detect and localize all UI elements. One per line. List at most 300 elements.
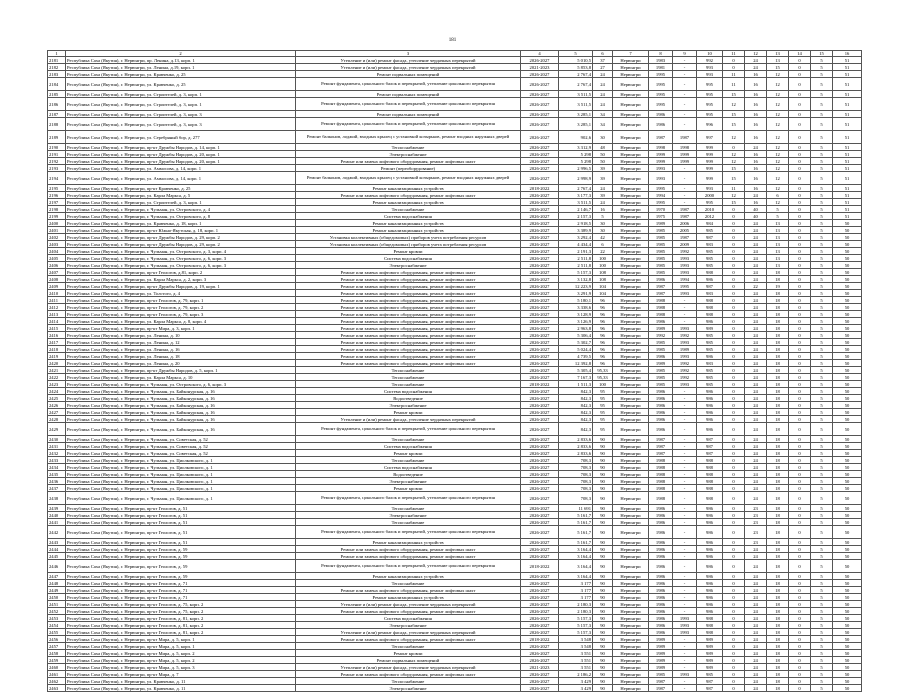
- col16-cell: 50: [833, 339, 862, 346]
- col13-cell: 18: [767, 615, 789, 622]
- col14-cell: 0: [789, 318, 811, 325]
- floors-cell: 0: [723, 457, 745, 464]
- municipality-cell: Нерюнгри: [613, 492, 649, 505]
- row-number: 2405: [48, 255, 66, 262]
- cost-cell: 3 548: [559, 636, 593, 643]
- floors-cell: 11: [723, 185, 745, 192]
- year-overhaul-cell: 1992: [673, 332, 697, 339]
- cost-cell: 5 161,7: [559, 519, 593, 526]
- year-built-cell: 1989: [649, 657, 673, 664]
- address-cell: Республика Саха (Якутия), г. Нерюнгри, пр-кт Дружбы Народов, д. 19, корп. 1: [66, 283, 296, 290]
- col12-cell: 16: [745, 165, 767, 172]
- year-built-cell: 1985: [649, 339, 673, 346]
- year-built-cell: 1998: [649, 144, 673, 151]
- municipality-cell: Нерюнгри: [613, 71, 649, 78]
- col16-cell: 50: [833, 526, 862, 539]
- period-cell: 2026-2027: [521, 269, 559, 276]
- year-cell: 983: [697, 290, 723, 297]
- year-built-cell: 1988: [649, 304, 673, 311]
- period-cell: 2026-2027: [521, 78, 559, 91]
- col13-cell: 18: [767, 381, 789, 388]
- col14-cell: 0: [789, 685, 811, 692]
- cost-cell: 3 312,9: [559, 144, 593, 151]
- wear-cell: 24: [593, 199, 613, 206]
- col14-cell: 0: [789, 395, 811, 402]
- year-cell: 2010: [697, 206, 723, 213]
- col16-cell: 50: [833, 367, 862, 374]
- year-cell: 986: [697, 594, 723, 601]
- year-built-cell: 1988: [649, 457, 673, 464]
- year-overhaul-cell: -: [673, 464, 697, 471]
- col12-cell: 24: [745, 374, 767, 381]
- col16-cell: 50: [833, 664, 862, 671]
- floors-cell: 0: [723, 423, 745, 436]
- table-row: [48, 388, 862, 395]
- municipality-cell: Нерюнгри: [613, 165, 649, 172]
- col14-cell: 0: [789, 409, 811, 416]
- col16-cell: 51: [833, 192, 862, 199]
- cost-cell: 3 292,4: [559, 234, 593, 241]
- col14-cell: 0: [789, 220, 811, 227]
- year-overhaul-cell: 1995: [673, 283, 697, 290]
- row-number: 2192: [48, 158, 66, 165]
- work-type-cell: Ремонт или замена лифтового оборудования, ремонт лифтовых шахт: [296, 311, 521, 318]
- year-cell: 987: [697, 436, 723, 443]
- year-overhaul-cell: -: [673, 423, 697, 436]
- year-built-cell: 1985: [649, 346, 673, 353]
- period-cell: 2026-2027: [521, 395, 559, 402]
- col14-cell: 0: [789, 64, 811, 71]
- address-cell: Республика Саха (Якутия), г. Нерюнгри, пр. Ленина, д.13, корп. 1: [66, 57, 296, 64]
- row-number: 2456: [48, 636, 66, 643]
- row-number: 2402: [48, 234, 66, 241]
- table-row: [48, 311, 862, 318]
- year-built-cell: 1987: [649, 685, 673, 692]
- row-number: 2449: [48, 587, 66, 594]
- year-built-cell: 1988: [649, 311, 673, 318]
- col13-cell: 18: [767, 346, 789, 353]
- floors-cell: 15: [723, 165, 745, 172]
- wear-cell: 104: [593, 290, 613, 297]
- cost-cell: 3 511,5: [559, 91, 593, 98]
- row-number: 2193: [48, 165, 66, 172]
- year-overhaul-cell: 1987: [673, 234, 697, 241]
- year-built-cell: 1986: [649, 118, 673, 131]
- row-number: 2429: [48, 423, 66, 436]
- col16-cell: 50: [833, 381, 862, 388]
- col12-cell: 24: [745, 573, 767, 580]
- col12-cell: 24: [745, 443, 767, 450]
- municipality-cell: Нерюнгри: [613, 671, 649, 678]
- year-cell: 986: [697, 587, 723, 594]
- col12-cell: 24: [745, 580, 767, 587]
- floors-cell: 0: [723, 608, 745, 615]
- wear-cell: 22: [593, 248, 613, 255]
- table-row: [48, 580, 862, 587]
- cost-cell: 3 551: [559, 650, 593, 657]
- period-cell: 2026-2027: [521, 304, 559, 311]
- wear-cell: 95: [593, 423, 613, 436]
- address-cell: Республика Саха (Якутия), г. Нерюнгри, пр-кт Геологов, д. 79, корп. 3: [66, 311, 296, 318]
- address-cell: Республика Саха (Якутия), г. Нерюнгри, ул. Кравченко, д. 25: [66, 78, 296, 91]
- year-cell: 993: [697, 185, 723, 192]
- address-cell: Республика Саха (Якутия), г. Нерюнгри, ул. Ленина, д.19, корп. 1: [66, 64, 296, 71]
- table-row: [48, 360, 862, 367]
- col13-cell: 13: [767, 241, 789, 248]
- col14-cell: 0: [789, 436, 811, 443]
- col12-cell: 24: [745, 685, 767, 692]
- col14-cell: 0: [789, 601, 811, 608]
- cost-cell: 2 146,7: [559, 206, 593, 213]
- col12-cell: 24: [745, 650, 767, 657]
- col16-cell: 50: [833, 360, 862, 367]
- col16-cell: 50: [833, 234, 862, 241]
- col15-cell: 5: [811, 381, 833, 388]
- floors-cell: 0: [723, 560, 745, 573]
- table-row: [48, 573, 862, 580]
- cost-cell: 2 186,2: [559, 671, 593, 678]
- wear-cell: 96: [593, 346, 613, 353]
- cost-cell: 12 223,9: [559, 283, 593, 290]
- col13-cell: 18: [767, 685, 789, 692]
- municipality-cell: Нерюнгри: [613, 227, 649, 234]
- row-number: 2430: [48, 436, 66, 443]
- year-cell: 987: [697, 234, 723, 241]
- cost-cell: 2 996,5: [559, 165, 593, 172]
- year-built-cell: 1975: [649, 213, 673, 220]
- table-row: [48, 199, 862, 206]
- cost-cell: 5 305,4: [559, 367, 593, 374]
- col14-cell: 0: [789, 78, 811, 91]
- year-built-cell: 1985: [649, 262, 673, 269]
- col13-cell: 18: [767, 546, 789, 553]
- col14-cell: 0: [789, 206, 811, 213]
- row-number: 2400: [48, 220, 66, 227]
- municipality-cell: Нерюнгри: [613, 512, 649, 519]
- year-overhaul-cell: 1999: [673, 158, 697, 165]
- col12-cell: 24: [745, 546, 767, 553]
- col15-cell: 5: [811, 71, 833, 78]
- floors-cell: 0: [723, 678, 745, 685]
- col13-cell: 12: [767, 185, 789, 192]
- municipality-cell: Нерюнгри: [613, 158, 649, 165]
- col14-cell: 0: [789, 608, 811, 615]
- col12-cell: 24: [745, 615, 767, 622]
- address-cell: Республика Саха (Якутия), г. Нерюнгри, пр-кт Геологов, д. 79, корп. 2: [66, 304, 296, 311]
- col16-cell: 50: [833, 423, 862, 436]
- table-row: [48, 436, 862, 443]
- col12-cell: 24: [745, 290, 767, 297]
- address-cell: Республика Саха (Якутия), г. Нерюнгри, пр-кт Мира, д. 5, корп. 3: [66, 664, 296, 671]
- year-built-cell: 1987: [649, 450, 673, 457]
- col14-cell: 0: [789, 118, 811, 131]
- col12-cell: 23: [745, 526, 767, 539]
- year-overhaul-cell: 1994: [673, 276, 697, 283]
- cost-cell: 5 298: [559, 158, 593, 165]
- floors-cell: 0: [723, 213, 745, 220]
- col15-cell: 5: [811, 664, 833, 671]
- year-cell: 988: [697, 269, 723, 276]
- year-overhaul-cell: -: [673, 636, 697, 643]
- row-number: 2458: [48, 650, 66, 657]
- year-built-cell: 1986: [649, 276, 673, 283]
- year-overhaul-cell: 1993: [673, 269, 697, 276]
- work-type-cell: Электроснабжение: [296, 478, 521, 485]
- year-cell: 989: [697, 650, 723, 657]
- table-row: [48, 234, 862, 241]
- col12-cell: 24: [745, 269, 767, 276]
- municipality-cell: Нерюнгри: [613, 374, 649, 381]
- col12-cell: 24: [745, 664, 767, 671]
- table-row: [48, 381, 862, 388]
- col12-cell: 24: [745, 353, 767, 360]
- year-overhaul-cell: -: [673, 311, 697, 318]
- col15-cell: 5: [811, 185, 833, 192]
- floors-cell: 0: [723, 325, 745, 332]
- col14-cell: 0: [789, 144, 811, 151]
- col14-cell: 0: [789, 304, 811, 311]
- col14-cell: 0: [789, 262, 811, 269]
- year-overhaul-cell: -: [673, 318, 697, 325]
- year-cell: 999: [697, 165, 723, 172]
- col14-cell: 0: [789, 290, 811, 297]
- wear-cell: 95,33: [593, 367, 613, 374]
- col14-cell: 0: [789, 615, 811, 622]
- col15-cell: 5: [811, 512, 833, 519]
- municipality-cell: Нерюнгри: [613, 131, 649, 144]
- year-cell: 985: [697, 227, 723, 234]
- address-cell: Республика Саха (Якутия), г. Нерюнгри, пр-кт Геологов, д. 71: [66, 580, 296, 587]
- year-overhaul-cell: -: [673, 546, 697, 553]
- col12-cell: 16: [745, 91, 767, 98]
- floors-cell: 0: [723, 512, 745, 519]
- col13-cell: 12: [767, 144, 789, 151]
- municipality-cell: Нерюнгри: [613, 78, 649, 91]
- year-overhaul-cell: -: [673, 650, 697, 657]
- year-overhaul-cell: -: [673, 172, 697, 185]
- col16-cell: 50: [833, 457, 862, 464]
- cost-cell: 2 180,3: [559, 608, 593, 615]
- floors-cell: 0: [723, 601, 745, 608]
- col13-cell: 18: [767, 416, 789, 423]
- cost-cell: 3 511,5: [559, 98, 593, 111]
- row-number: 2460: [48, 664, 66, 671]
- year-built-cell: 1986: [649, 580, 673, 587]
- cost-cell: 902,6: [559, 131, 593, 144]
- year-built-cell: 1992: [649, 332, 673, 339]
- col16-cell: 51: [833, 144, 862, 151]
- row-number: 2442: [48, 526, 66, 539]
- cost-cell: 5 024,4: [559, 346, 593, 353]
- col13-cell: 18: [767, 594, 789, 601]
- cost-cell: 3 177: [559, 587, 593, 594]
- municipality-cell: Нерюнгри: [613, 423, 649, 436]
- table-row: [48, 304, 862, 311]
- col15-cell: 5: [811, 402, 833, 409]
- year-cell: 989: [697, 643, 723, 650]
- col14-cell: 0: [789, 636, 811, 643]
- floors-cell: 0: [723, 304, 745, 311]
- year-overhaul-cell: -: [673, 388, 697, 395]
- cost-cell: 5 157,3: [559, 622, 593, 629]
- work-type-cell: Ремонт подвальных помещений: [296, 657, 521, 664]
- cost-cell: 2 833,6: [559, 436, 593, 443]
- period-cell: 2026-2027: [521, 615, 559, 622]
- col12-cell: 23: [745, 519, 767, 526]
- table-row: [48, 374, 862, 381]
- wear-cell: 96: [593, 360, 613, 367]
- year-cell: 987: [697, 443, 723, 450]
- cost-cell: 3 548: [559, 643, 593, 650]
- wear-cell: 90: [593, 519, 613, 526]
- table-row: [48, 519, 862, 526]
- year-built-cell: 1985: [649, 381, 673, 388]
- year-overhaul-cell: -: [673, 297, 697, 304]
- wear-cell: 16: [593, 206, 613, 213]
- year-overhaul-cell: 1993: [673, 262, 697, 269]
- col13-cell: 18: [767, 464, 789, 471]
- table-row: [48, 560, 862, 573]
- col14-cell: 0: [789, 165, 811, 172]
- floors-cell: 0: [723, 332, 745, 339]
- col16-cell: 50: [833, 512, 862, 519]
- year-overhaul-cell: 1993: [673, 325, 697, 332]
- col14-cell: 0: [789, 269, 811, 276]
- col12-cell: 24: [745, 436, 767, 443]
- wear-cell: 90: [593, 664, 613, 671]
- period-cell: 2026-2027: [521, 172, 559, 185]
- wear-cell: 96: [593, 353, 613, 360]
- municipality-cell: Нерюнгри: [613, 580, 649, 587]
- col13-cell: 18: [767, 512, 789, 519]
- municipality-cell: Нерюнгри: [613, 594, 649, 601]
- col15-cell: 5: [811, 165, 833, 172]
- col14-cell: 0: [789, 98, 811, 111]
- wear-cell: 90: [593, 450, 613, 457]
- table-body: [48, 57, 862, 692]
- work-type-cell: Утепление и (или) ремонт фасада, утепление чердачных перекрытий: [296, 416, 521, 423]
- col14-cell: 0: [789, 471, 811, 478]
- year-cell: 988: [697, 615, 723, 622]
- work-type-cell: Ремонт или замена лифтового оборудования, ремонт лифтовых шахт: [296, 346, 521, 353]
- address-cell: Республика Саха (Якутия), г. Нерюнгри, пр-кт Геологов, д. 51: [66, 526, 296, 539]
- table-row: [48, 318, 862, 325]
- year-built-cell: 1986: [649, 587, 673, 594]
- col13-cell: 18: [767, 629, 789, 636]
- municipality-cell: Нерюнгри: [613, 636, 649, 643]
- col14-cell: 0: [789, 457, 811, 464]
- work-type-cell: Ремонт или замена лифтового оборудования, ремонт лифтовых шахт: [296, 353, 521, 360]
- col12-cell: 24: [745, 457, 767, 464]
- col14-cell: 0: [789, 485, 811, 492]
- col16-cell: 51: [833, 78, 862, 91]
- wear-cell: 90: [593, 608, 613, 615]
- col13-cell: 18: [767, 269, 789, 276]
- row-number: 2414: [48, 318, 66, 325]
- col12-cell: 24: [745, 678, 767, 685]
- col13-cell: 18: [767, 601, 789, 608]
- floors-cell: 0: [723, 388, 745, 395]
- col15-cell: 5: [811, 505, 833, 512]
- municipality-cell: Нерюнгри: [613, 346, 649, 353]
- year-cell: 986: [697, 423, 723, 436]
- col15-cell: 5: [811, 158, 833, 165]
- year-built-cell: 1986: [649, 526, 673, 539]
- municipality-cell: Нерюнгри: [613, 276, 649, 283]
- table-row: [48, 664, 862, 671]
- row-number: 2181: [48, 57, 66, 64]
- work-type-cell: Ремонт канализационных устройств: [296, 227, 521, 234]
- work-type-cell: Ремонт или замена лифтового оборудования, ремонт лифтовых шахт: [296, 158, 521, 165]
- floors-cell: 0: [723, 402, 745, 409]
- year-cell: 988: [697, 311, 723, 318]
- col13-cell: 18: [767, 526, 789, 539]
- work-type-cell: Ремонт или замена лифтового оборудования, ремонт лифтовых шахт: [296, 318, 521, 325]
- table-row: [48, 526, 862, 539]
- address-cell: Республика Саха (Якутия), г. Нерюнгри, ул. Кравченко, д. 18, корп. 1: [66, 220, 296, 227]
- work-type-cell: Ремонт кровли: [296, 650, 521, 657]
- work-type-cell: Ремонт канализационных устройств: [296, 199, 521, 206]
- cost-cell: 3 128,9: [559, 311, 593, 318]
- wear-cell: 90: [593, 560, 613, 573]
- year-overhaul-cell: 1993: [673, 339, 697, 346]
- table-row: [48, 608, 862, 615]
- col13-cell: 18: [767, 436, 789, 443]
- table-row: [48, 457, 862, 464]
- period-cell: 2026-2027: [521, 318, 559, 325]
- floors-cell: 0: [723, 339, 745, 346]
- wear-cell: 27: [593, 64, 613, 71]
- cost-cell: 3 429: [559, 678, 593, 685]
- year-overhaul-cell: -: [673, 199, 697, 206]
- address-cell: Республика Саха (Якутия), г. Нерюнгри, пр-кт Южно-Якутская, д. 18, корп. 1: [66, 227, 296, 234]
- work-type-cell: Установка коллективных (общедомовых) приборов учета потребления ресурсов: [296, 234, 521, 241]
- address-cell: Республика Саха (Якутия), г. Нерюнгри, пр-кт Дружбы Народов, д. 5, корп. 1: [66, 367, 296, 374]
- floors-cell: 0: [723, 492, 745, 505]
- year-cell: 986: [697, 553, 723, 560]
- municipality-cell: Нерюнгри: [613, 297, 649, 304]
- year-built-cell: 1986: [649, 601, 673, 608]
- address-cell: Республика Саха (Якутия), г. Нерюнгри, ул. Серебряный бор, д. 277: [66, 131, 296, 144]
- col16-cell: 51: [833, 172, 862, 185]
- column-header: 10: [697, 51, 723, 57]
- col16-cell: 50: [833, 443, 862, 450]
- period-cell: 2026-2027: [521, 402, 559, 409]
- col15-cell: 5: [811, 304, 833, 311]
- table-row: [48, 297, 862, 304]
- col13-cell: 18: [767, 671, 789, 678]
- col13-cell: 18: [767, 325, 789, 332]
- col12-cell: 40: [745, 213, 767, 220]
- period-cell: 2026-2027: [521, 248, 559, 255]
- period-cell: 2026-2027: [521, 151, 559, 158]
- address-cell: Республика Саха (Якутия), г. Нерюнгри, ул. Карла Маркса, д. 8, корп. 4: [66, 318, 296, 325]
- col14-cell: 0: [789, 629, 811, 636]
- table-row: [48, 464, 862, 471]
- period-cell: 2026-2027: [521, 118, 559, 131]
- floors-cell: 0: [723, 436, 745, 443]
- row-number: 2425: [48, 395, 66, 402]
- row-number: 2441: [48, 519, 66, 526]
- wear-cell: 90: [593, 657, 613, 664]
- year-built-cell: 1985: [649, 269, 673, 276]
- col16-cell: 50: [833, 255, 862, 262]
- year-built-cell: 1995: [649, 91, 673, 98]
- year-built-cell: 1985: [649, 241, 673, 248]
- work-type-cell: Ремонт канализационных устройств: [296, 185, 521, 192]
- year-cell: 986: [697, 395, 723, 402]
- municipality-cell: Нерюнгри: [613, 332, 649, 339]
